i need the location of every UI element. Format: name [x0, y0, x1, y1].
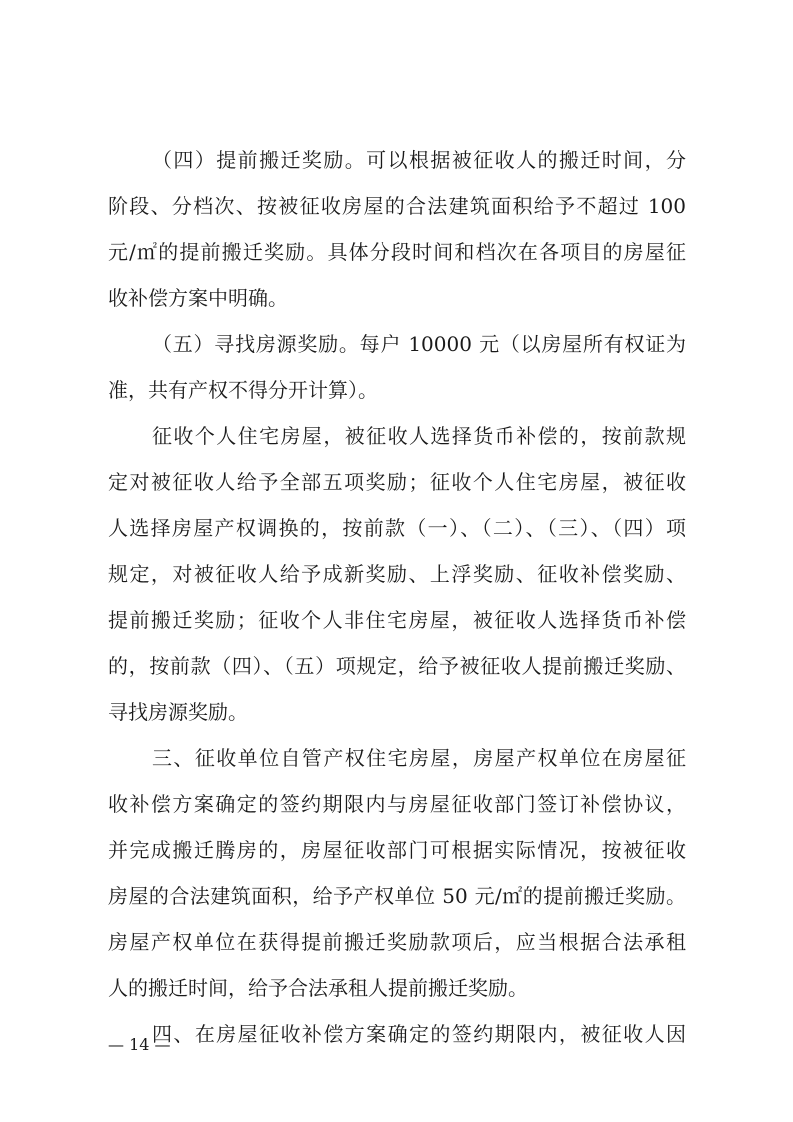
text-line-content: 寻找房源奖励。 [108, 700, 248, 724]
text-line-content: 收补偿方案确定的签约期限内与房屋征收部门签订补偿协议， [108, 792, 686, 816]
text-line-content: 人的搬迁时间，给予合法承租人提前搬迁奖励。 [108, 976, 528, 1000]
text-line [0, 505, 793, 551]
text-line-content: 准，共有产权不得分开计算）。 [108, 378, 378, 402]
text-line [0, 735, 793, 781]
text-line [0, 459, 793, 505]
text-line [0, 781, 793, 827]
text-line-content: 规定，对被征收人给予成新奖励、上浮奖励、征收补偿奖励、 [108, 562, 686, 586]
page-number: — 14 — [108, 1035, 171, 1054]
text-line [0, 873, 793, 919]
text-line-content: （四）提前搬迁奖励。可以根据被征收人的搬迁时间，分 [152, 148, 686, 172]
text-line-content: 房屋的合法建筑面积，给予产权单位 50 元/㎡的提前搬迁奖励。 [108, 884, 686, 908]
text-line-content: 定对被征收人给予全部五项奖励；征收个人住宅房屋，被征收 [108, 470, 686, 494]
text-line [0, 367, 793, 413]
text-line [0, 551, 793, 597]
text-line [0, 965, 793, 1011]
text-line-content: （五）寻找房源奖励。每户 10000 元（以房屋所有权证为 [152, 332, 686, 356]
text-line-content: 阶段、分档次、按被征收房屋的合法建筑面积给予不超过 100 [108, 194, 686, 218]
text-line-content: 提前搬迁奖励；征收个人非住宅房屋，被征收人选择货币补偿 [108, 608, 686, 632]
text-line-content: 四、在房屋征收补偿方案确定的签约期限内，被征收人因 [152, 1022, 686, 1046]
text-line-content: 并完成搬迁腾房的，房屋征收部门可根据实际情况，按被征收 [108, 838, 686, 862]
text-line-content: 征收个人住宅房屋，被征收人选择货币补偿的，按前款规 [152, 424, 686, 448]
text-line [0, 275, 793, 321]
text-line-content: 的，按前款（四）、（五）项规定，给予被征收人提前搬迁奖励、 [108, 654, 686, 678]
text-line-content: 收补偿方案中明确。 [108, 286, 288, 310]
text-line-content: 三、征收单位自管产权住宅房屋，房屋产权单位在房屋征 [152, 746, 686, 770]
text-line [0, 689, 793, 735]
text-line-content: 人选择房屋产权调换的，按前款（一）、（二）、（三）、（四）项 [108, 516, 686, 540]
text-line [0, 919, 793, 965]
text-line [0, 183, 793, 229]
text-line-content: 元/㎡的提前搬迁奖励。具体分段时间和档次在各项目的房屋征 [108, 240, 686, 264]
text-line [0, 597, 793, 643]
text-line [0, 229, 793, 275]
text-line [0, 827, 793, 873]
text-line [0, 413, 793, 459]
text-line [0, 137, 793, 183]
text-line-content: 房屋产权单位在获得提前搬迁奖励款项后，应当根据合法承租 [108, 930, 686, 954]
text-line [0, 643, 793, 689]
text-line [0, 321, 793, 367]
